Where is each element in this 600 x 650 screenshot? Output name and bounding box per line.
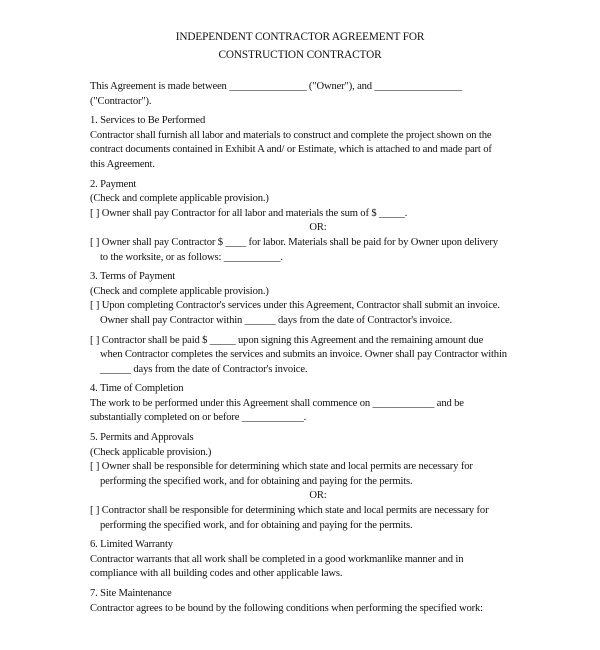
section-1-heading: 1. Services to Be Performed <box>90 115 206 127</box>
section-7 <box>90 587 510 616</box>
title-line-1: INDEPENDENT CONTRACTOR AGREEMENT FOR <box>175 31 425 43</box>
section-4-heading: 4. Time of Completion <box>90 383 184 395</box>
section-4-line-1: The work to be performed under this Agreement shall commence on ____________ and be <box>90 397 464 409</box>
section-3-option-1-line-2: Owner shall pay Contractor within ______ days from the date of Contractor's invoice. <box>100 314 453 326</box>
section-2-option-2-line-1: [ ] Owner shall pay Contractor $ ____ for labor. Materials shall be paid for by Owner upon delivery <box>90 236 498 248</box>
section-3-option-2-line-1: [ ] Contractor shall be paid $ _____ upon signing this Agreement and the remaining amount due <box>90 334 484 346</box>
section-2 <box>90 178 510 266</box>
section-3-option-2-line-2: when Contractor completes the services and submits an invoice. Owner shall pay Contractor within <box>100 349 507 361</box>
section-1-line-2: contract documents contained in Exhibit A and/ or Estimate, which is attached to and made part of <box>90 144 492 156</box>
section-7-heading: 7. Site Maintenance <box>90 588 172 599</box>
intro-paragraph <box>90 80 510 109</box>
section-2-option-1: [ ] Owner shall pay Contractor for all labor and materials the sum of $ _____. <box>90 207 408 219</box>
section-2-heading: 2. Payment <box>90 178 137 190</box>
section-1-line-3: this Agreement. <box>90 158 155 170</box>
section-6-line-1: Contractor warrants that all work shall be completed in a good workmanlike manner and in <box>90 553 464 565</box>
section-6-line-2: compliance with all building codes and other applicable laws. <box>90 568 343 580</box>
section-3 <box>90 270 510 377</box>
section-5-option-1-line-1: [ ] Owner shall be responsible for determining which state and local permits are necessary for <box>90 461 473 473</box>
title-line-2: CONSTRUCTION CONTRACTOR <box>218 49 382 61</box>
section-2-or: OR: <box>309 222 327 234</box>
section-1-line-1: Contractor shall furnish all labor and materials to construct and complete the project shown on the <box>90 129 492 141</box>
section-4 <box>90 382 510 426</box>
intro-line-2: ("Contractor"). <box>90 95 152 107</box>
intro-line-1: This Agreement is made between _______________ ("Owner"), and _________________ <box>90 81 462 92</box>
section-5-or: OR: <box>309 490 327 502</box>
section-5 <box>90 431 510 533</box>
section-5-note: (Check applicable provision.) <box>90 446 212 458</box>
section-5-option-1-line-2: performing the specified work, and for obtaining and paying for the permits. <box>100 475 413 487</box>
section-2-note: (Check and complete applicable provision.) <box>90 193 269 205</box>
section-6 <box>90 538 510 582</box>
section-5-option-2-line-1: [ ] Contractor shall be responsible for determining which state and local permits are necessary for <box>90 505 489 517</box>
section-3-option-2-line-3: ______ days from the date of Contractor's invoice. <box>100 363 308 375</box>
section-4-line-2: substantially completed on or before ____________. <box>90 412 307 424</box>
section-3-heading: 3. Terms of Payment <box>90 271 176 283</box>
section-5-option-2-line-2: performing the specified work, and for obtaining and paying for the permits. <box>100 519 413 531</box>
section-1 <box>90 114 510 172</box>
section-7-line-1: Contractor agrees to be bound by the following conditions when performing the specified work: <box>90 602 483 614</box>
section-3-option-1-line-1: [ ] Upon completing Contractor's services under this Agreement, Contractor shall submit an invoice. <box>90 300 500 312</box>
section-2-option-2-line-2: to the worksite, or as follows: ___________. <box>100 251 283 263</box>
section-3-note: (Check and complete applicable provision.) <box>90 285 269 297</box>
section-5-heading: 5. Permits and Approvals <box>90 432 194 444</box>
document-title <box>90 28 510 64</box>
section-6-heading: 6. Limited Warranty <box>90 539 173 551</box>
